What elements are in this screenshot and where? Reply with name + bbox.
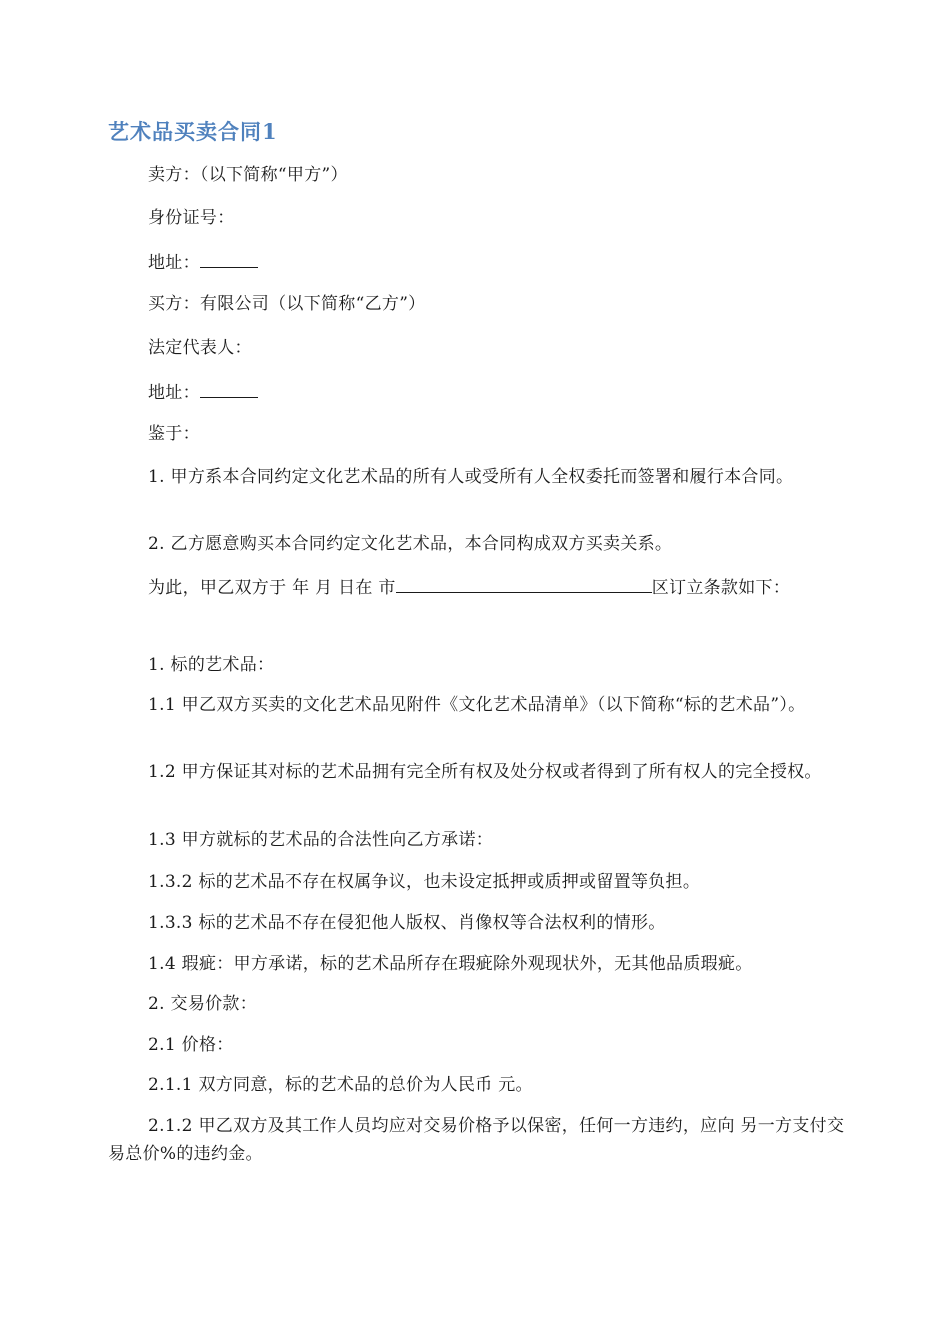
seller-id-line: 身份证号： bbox=[148, 208, 235, 228]
clause-2-1-2: 2.1.2 甲乙双方及其工作人员均应对交易价格予以保密，任何一方违约，应向 另一方支付交易总价%的违约金。 bbox=[108, 1116, 845, 1164]
clause-1-3-2: 1.3.2 标的艺术品不存在权属争议，也未设定抵押或质押或留置等负担。 bbox=[148, 872, 701, 892]
clause-2-1-1: 2.1.1 双方同意，标的艺术品的总价为人民币 元。 bbox=[148, 1075, 533, 1095]
whereas-heading: 鉴于： bbox=[148, 424, 200, 444]
whereas-item-1: 1. 甲方系本合同约定文化艺术品的所有人或受所有人全权委托而签署和履行本合同。 bbox=[148, 467, 794, 487]
district-blank bbox=[396, 572, 652, 593]
section-2-heading: 2. 交易价款： bbox=[148, 994, 258, 1014]
seller-address-line bbox=[108, 247, 848, 277]
buyer-address-line bbox=[108, 377, 848, 407]
buyer-address-blank bbox=[200, 377, 258, 398]
clause-1-3: 1.3 甲方就标的艺术品的合法性向乙方承诺： bbox=[148, 830, 494, 850]
document-title: 艺术品买卖合同1 bbox=[108, 119, 278, 144]
clause-2-1: 2.1 价格： bbox=[148, 1035, 234, 1055]
clause-1-2: 1.2 甲方保证其对标的艺术品拥有完全所有权及处分权或者得到了所有权人的完全授权。 bbox=[148, 762, 822, 782]
buyer-address-label: 地址： bbox=[148, 383, 200, 403]
buyer-line: 买方：有限公司（以下简称“乙方”） bbox=[148, 294, 426, 314]
clause-1-4: 1.4 瑕疵：甲方承诺，标的艺术品所存在瑕疵除外观现状外，无其他品质瑕疵。 bbox=[148, 954, 753, 974]
section-1-heading: 1. 标的艺术品： bbox=[148, 655, 275, 675]
seller-line: 卖方：（以下简称“甲方”） bbox=[148, 165, 348, 185]
clause-1-3-3: 1.3.3 标的艺术品不存在侵犯他人版权、肖像权等合法权利的情形。 bbox=[148, 913, 666, 933]
legal-rep-line: 法定代表人： bbox=[148, 338, 252, 358]
agreement-prefix: 为此，甲乙双方于 年 月 日在 市 bbox=[148, 578, 396, 598]
seller-address-blank bbox=[200, 247, 258, 268]
agreement-line bbox=[108, 572, 848, 602]
clause-1-1: 1.1 甲乙双方买卖的文化艺术品见附件《文化艺术品清单》（以下简称“标的艺术品”）。 bbox=[148, 695, 806, 715]
agreement-suffix: 区订立条款如下： bbox=[651, 578, 791, 598]
whereas-item-2: 2. 乙方愿意购买本合同约定文化艺术品，本合同构成双方买卖关系。 bbox=[148, 534, 673, 554]
seller-address-label: 地址： bbox=[148, 253, 200, 273]
